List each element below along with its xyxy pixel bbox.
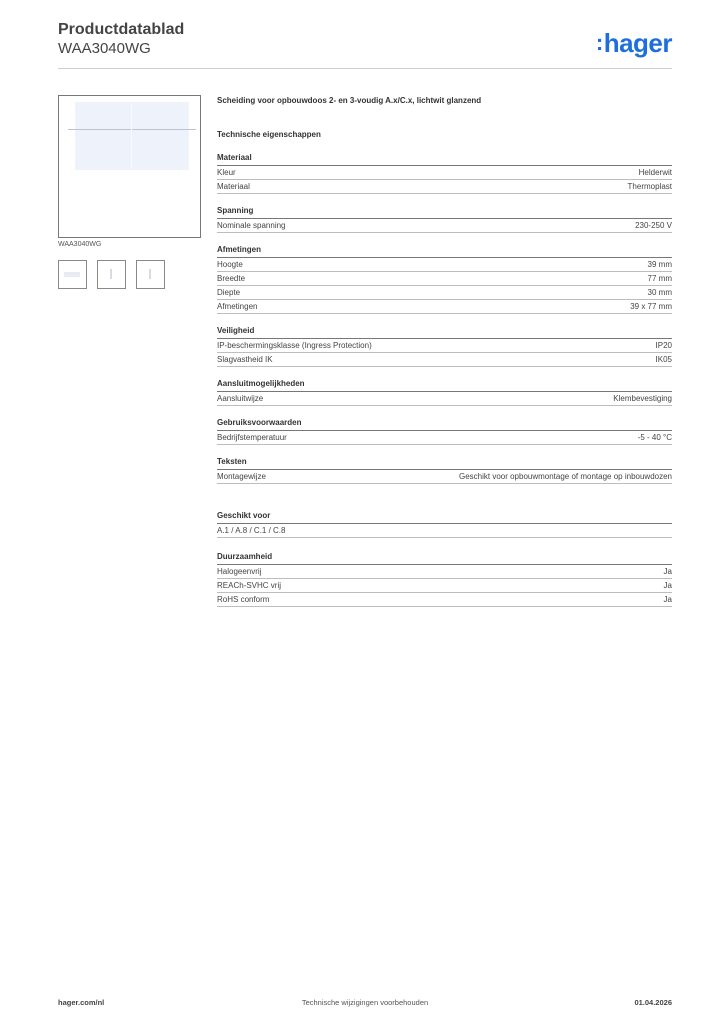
section-title: Teksten [217,456,672,470]
section-title: Gebruiksvoorwaarden [217,417,672,431]
spec-row [217,392,672,406]
spec-value: Ja [663,595,672,604]
spec-row [217,180,672,194]
footer-disclaimer: Technische wijzigingen voorbehouden [301,998,429,1007]
spec-row [217,579,672,593]
footer-website-link[interactable]: hager.com/nl [58,998,105,1007]
spec-value: Klembevestiging [613,394,672,403]
section-title: Spanning [217,205,672,219]
spec-row [217,431,672,445]
spec-label: Bedrijfstemperatuur [217,433,287,442]
logo-dots-icon: : [595,30,603,55]
section-title: Veiligheid [217,325,672,339]
spec-label: Slagvastheid IK [217,355,273,364]
spec-label: Breedte [217,274,246,283]
spec-value: 77 mm [647,274,672,283]
spec-column [217,95,672,607]
spec-sections [217,152,672,484]
spec-section [217,378,672,406]
spec-row [217,219,672,233]
spec-label: Montagewijze [217,472,266,481]
section-title: Duurzaamheid [217,551,672,565]
spec-row [217,470,672,484]
section-title: Geschikt voor [217,510,672,524]
spec-value: 39 x 77 mm [630,302,672,311]
spec-value: Geschikt voor opbouwmontage of montage op inbouwdozen [458,472,672,481]
spec-section [217,152,672,194]
spec-row [217,300,672,314]
spec-section [217,325,672,367]
spec-row [217,258,672,272]
spec-label: Aansluitwijze [217,394,264,403]
thumbnail-strip [58,260,203,289]
spec-label: IP-beschermingsklasse (Ingress Protection) [217,341,372,350]
spec-label: A.1 / A.8 / C.1 / C.8 [217,526,286,535]
spec-value: Helderwit [638,168,672,177]
spec-row [217,286,672,300]
spec-value: IK05 [655,355,672,364]
spec-value: 39 mm [647,260,672,269]
spec-value: Ja [663,581,672,590]
spec-row [217,565,672,579]
spec-label: Hoogte [217,260,243,269]
image-column [58,95,203,289]
thumbnail-2[interactable] [97,260,126,289]
spec-value: -5 - 40 °C [637,433,672,442]
spec-label: Afmetingen [217,302,258,311]
document-title: Productdatablad [58,21,185,38]
spec-label: Diepte [217,288,241,297]
header-divider [58,68,672,69]
properties-heading: Technische eigenschappen [217,130,321,139]
spec-value: Ja [663,567,672,576]
sustainability-section [217,551,672,607]
spec-row [217,166,672,180]
product-code: WAA3040WG [58,40,151,57]
spec-value: 230-250 V [635,221,672,230]
section-title: Aansluitmogelijkheden [217,378,672,392]
spec-value: 30 mm [647,288,672,297]
hager-logo: :hager [595,28,672,58]
section-title: Materiaal [217,152,672,166]
spec-label: REACh-SVHC vrij [217,581,282,590]
spec-row [217,339,672,353]
spec-value: IP20 [655,341,672,350]
spec-row [217,524,672,538]
document-header [58,20,184,58]
thumbnail-1[interactable] [58,260,87,289]
image-caption: WAA3040WG [58,241,102,248]
spec-label: Materiaal [217,182,250,191]
spec-row [217,593,672,607]
spec-label: Kleur [217,168,236,177]
spec-section [217,456,672,484]
spec-section [217,205,672,233]
suitable-section [217,510,672,538]
spec-row [217,353,672,367]
product-image-content [75,102,189,170]
spec-label: RoHS conform [217,595,270,604]
product-image[interactable] [58,95,201,238]
spec-value: Thermoplast [627,182,672,191]
thumbnail-3[interactable] [136,260,165,289]
spec-section [217,417,672,445]
section-title: Afmetingen [217,244,672,258]
spec-label: Halogeenvrij [217,567,262,576]
product-description: Scheiding voor opbouwdoos 2- en 3-voudig A.x/C.x, lichtwit glanzend [217,96,482,105]
spec-label: Nominale spanning [217,221,286,230]
footer-date: 01.04.2026 [634,998,672,1007]
spec-section [217,244,672,314]
spec-row [217,272,672,286]
